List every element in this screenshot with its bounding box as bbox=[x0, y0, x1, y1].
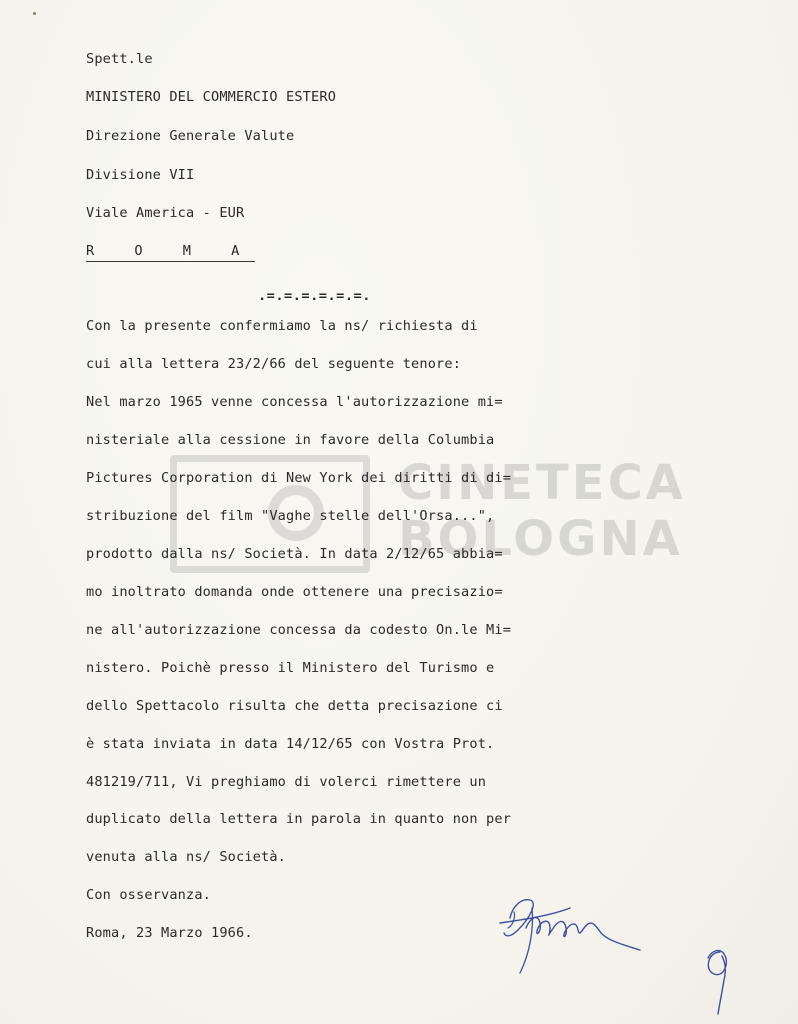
city: R O M A bbox=[86, 243, 255, 262]
separator: .=.=.=.=.=.=. bbox=[258, 288, 371, 304]
body-line: nisteriale alla cessione in favore della Columbia bbox=[86, 432, 495, 448]
body-line: prodotto dalla ns/ Società. In data 2/12/65 abbia= bbox=[86, 546, 503, 562]
watermark-line-2: BOLOGNA bbox=[398, 511, 683, 567]
body-line: venuta alla ns/ Società. bbox=[86, 849, 287, 865]
body-line: mo inoltrato domanda onde ottenere una precisazio= bbox=[86, 584, 503, 600]
body-line: nistero. Poichè presso il Ministero del Turismo e bbox=[86, 660, 495, 676]
body-line: Con la presente confermiamo la ns/ richiesta di bbox=[86, 318, 478, 334]
closing: Con osservanza. bbox=[86, 887, 212, 903]
paper-speck bbox=[33, 12, 36, 15]
place-date: Roma, 23 Marzo 1966. bbox=[86, 925, 253, 941]
handwritten-initial bbox=[696, 940, 746, 1018]
body-line: ne all'autorizzazione concessa da codesto On.le Mi= bbox=[86, 622, 512, 638]
street-address: Viale America - EUR bbox=[86, 205, 245, 221]
body-line: stribuzione del film "Vaghe stelle dell'Orsa...", bbox=[86, 508, 495, 524]
city-line bbox=[86, 245, 255, 259]
body-line: cui alla lettera 23/2/66 del seguente tenore: bbox=[86, 356, 462, 372]
handwritten-signature bbox=[490, 878, 670, 988]
body-line: è stata inviata in data 14/12/65 con Vostra Prot. bbox=[86, 736, 495, 752]
body-line: dello Spettacolo risulta che detta precisazione ci bbox=[86, 698, 503, 714]
body-line: 481219/711, Vi preghiamo di volerci rimettere un bbox=[86, 774, 487, 790]
division: Divisione VII bbox=[86, 167, 195, 183]
body-line: Pictures Corporation di New York dei diritti di di= bbox=[86, 470, 512, 486]
salutation: Spett.le bbox=[86, 51, 153, 67]
directorate: Direzione Generale Valute bbox=[86, 128, 295, 144]
body-line: Nel marzo 1965 venne concessa l'autorizzazione mi= bbox=[86, 394, 503, 410]
body-line: duplicato della lettera in parola in quanto non per bbox=[86, 811, 512, 827]
ministry-name: MINISTERO DEL COMMERCIO ESTERO bbox=[86, 89, 337, 105]
watermark-line-1: CINETECA bbox=[398, 455, 686, 511]
